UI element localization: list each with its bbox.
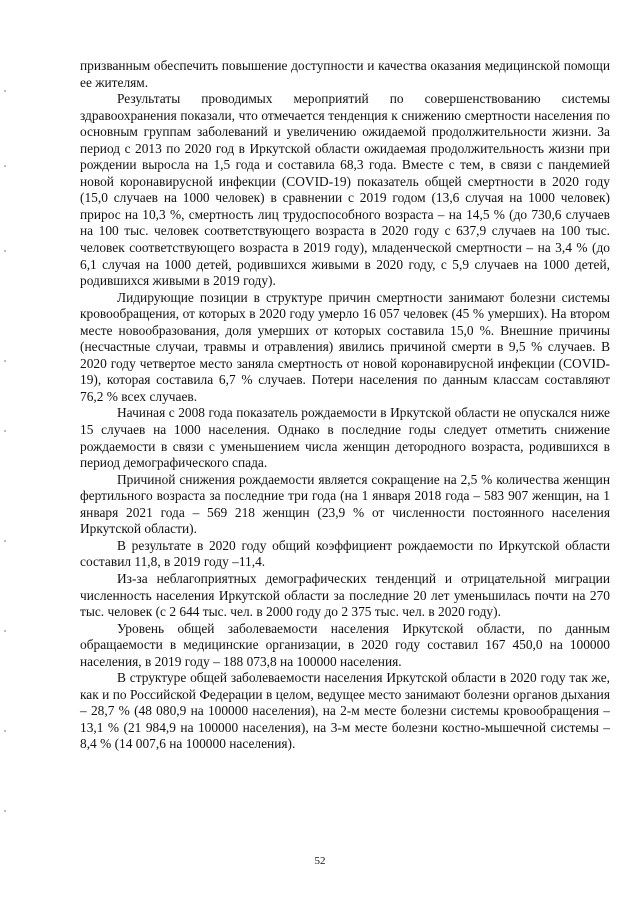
paragraph-mortality-trends: Результаты проводимых мероприятий по совершенствованию системы здравоохранения показали, что отмечается тенденция к снижению смертности населения по основным группам заболеваний и увеличению ожидаемой продолжительности жизни. За период с 2013 по 2020 год в Иркутской области ожидаемая продолжительность жизни при рождении выросла на 1,5 года и составила 68,3 года. Вместе с тем, в связи с пандемией новой коронавирусной инфекции (COVID-19) показатель общей смертности в 2020 году (15,0 случаев на 1000 человек) в сравнении с 2019 годом (13,6 случая на 1000 человек) прирос на 10,3 %, смертность лиц трудоспособного возраста – на 14,5 % (до 730,6 случаев на 100 тыс. человек соответствующего возраста в 2020 году с 637,9 случаев на 100 тыс. человек соответствующего возраста в 2019 году), младенческой смертности – на 3,4 % (до 6,1 случая на 1000 детей, родившихся живыми в 2020 году, с 5,9 случаев на 1000 детей, родившихся живыми в 2019 году).: [80, 91, 610, 289]
page-number: 52: [314, 855, 326, 867]
paragraph-morbidity-structure: В структуре общей заболеваемости населения Иркутской области в 2020 году так же, как и по Российской Федерации в целом, ведущее место занимают болезни органов дыхания – 28,7 % (48 080,9 на 100000 населения), на 2-м месте болезни системы кровообращения – 13,1 % (21 984,9 на 100000 населения), на 3-м месте болезни костно-мышечной системы – 8,4 % (14 007,6 на 100000 населения).: [80, 670, 610, 752]
scan-edge-marks: [4, 70, 7, 850]
paragraph-morbidity-level: Уровень общей заболеваемости населения Иркутской области, по данным обращаемости в медицинские организации, в 2020 году составил 167 450,0 на 100000 населения, в 2019 году – 188 073,8 на 100000 населения.: [80, 620, 610, 669]
document-body: [80, 58, 610, 753]
paragraph-birth-rate: Начиная с 2008 года показатель рождаемости в Иркутской области не опускался ниже 15 случаев на 1000 населения. Однако в последние годы следует отметить снижение рождаемости в связи с уменьшением числа женщин детородного возраста, родившихся в период демографического спада.: [80, 405, 610, 471]
paragraph-birth-coefficient: В результате в 2020 году общий коэффициент рождаемости по Иркутской области составил 11,8, в 2019 году –11,4.: [80, 537, 610, 570]
paragraph-birth-rate-decline: Причиной снижения рождаемости является сокращение на 2,5 % количества женщин фертильного возраста за последние три года (на 1 января 2018 года – 583 907 женщин, на 1 января 2021 года – 569 218 женщин (23,9 % от численности постоянного населения Иркутской области).: [80, 471, 610, 537]
paragraph-population-decline: Из-за неблагоприятных демографических тенденций и отрицательной миграции численность населения Иркутской области за последние 20 лет уменьшилась почти на 270 тыс. человек (с 2 644 тыс. чел. в 2000 году до 2 375 тыс. чел. в 2020 году).: [80, 570, 610, 620]
paragraph-causes-of-death: Лидирующие позиции в структуре причин смертности занимают болезни системы кровообращения, от которых в 2020 году умерло 16 057 человек (45 % умерших). На втором месте новообразования, доля умерших от которых составила 15,0 %. Внешние причины (несчастные случаи, травмы и отравления) явились причиной смерти в 9,5 % случаев. В 2020 году четвертое место заняла смертность от новой коронавирусной инфекции (COVID-19), которая составила 6,7 % случаев. Потери населения по данным классам составляют 76,2 % всех случаев.: [80, 289, 610, 404]
paragraph-continuation: призванным обеспечить повышение доступности и качества оказания медицинской помощи ее жителям.: [80, 58, 610, 90]
